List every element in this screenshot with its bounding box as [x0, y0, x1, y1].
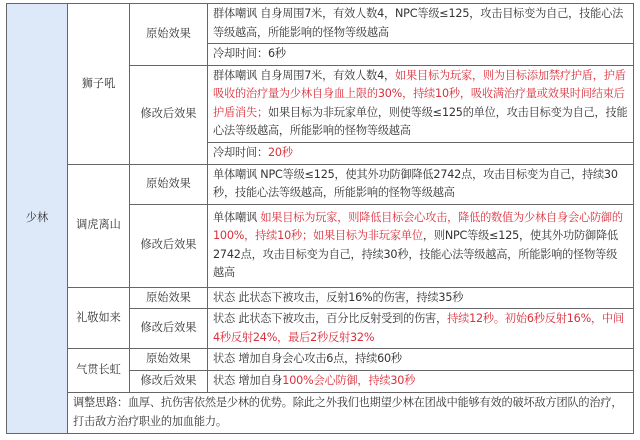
type-label: 修改后效果 [130, 65, 208, 164]
cooldown: 冷却时间：6秒 [208, 44, 634, 66]
text-segment: 状态 增加自身会心攻击6点，持续60秒 [213, 352, 402, 365]
text-segment: 群体嘲讽 自身周围7米，有效人数4， [213, 68, 396, 82]
type-label: 原始效果 [130, 4, 208, 66]
effect-text [208, 204, 634, 287]
type-label: 修改后效果 [130, 309, 208, 349]
text-segment: 如果目标为非玩家单位，则使等级≤125的单位，攻击目标变为自己，技能心法等级越高，所能影响的怪物等级越高 [213, 105, 628, 137]
effect-text [208, 164, 634, 204]
type-label: 修改后效果 [130, 370, 208, 392]
type-label: 修改后效果 [130, 204, 208, 287]
effect-text [208, 65, 634, 142]
skill-name: 调虎离山 [68, 164, 130, 287]
type-label: 原始效果 [130, 349, 208, 371]
cooldown: 冷却时间：20秒 [208, 142, 634, 164]
section-name: 少林 [7, 4, 68, 434]
effect-text [208, 287, 634, 309]
effect-text [208, 370, 634, 392]
effect-text [208, 4, 634, 44]
type-label: 原始效果 [130, 164, 208, 204]
text-segment: 单体嘲讽 NPC等级≤125，使其外功防御降低2742点，攻击目标变为自己，持续30秒，技能心法等级越高，所能影响的怪物等级越高 [213, 167, 618, 199]
skill-name: 狮子吼 [68, 4, 130, 165]
adjustment-note: 调整思路：血厚、抗伤害依然是少林的优势。除此之外我们也期望少林在团战中能够有效的破坏敌方团队的治疗，打击敌方治疗职业的加血能力。 [68, 392, 634, 433]
changed-text: 如果目标为玩家，则降低目标会心攻击，降低的数值为少林自身会心防御的100%，持续10秒；如果目标为非玩家单位 [213, 210, 623, 242]
text-segment: 群体嘲讽 自身周围7米，有效人数4，NPC等级≤125，攻击目标变为自己，技能心法等级越高，所能影响的怪物等级越高 [213, 7, 624, 39]
text-segment: 状态 增加自身 [213, 373, 283, 387]
effect-text [208, 349, 634, 371]
skill-change-table [6, 3, 634, 434]
text-segment: ，则NPC等级≤125，使其外功防御降低2742点，攻击目标变为自己，持续30秒，技能心法等级越高，所能影响的怪物等级越高 [213, 229, 618, 279]
changed-text: 如果目标为玩家，则为目标添加禁疗护盾，护盾吸收的治疗量为少林自身血上限的30%，持续10秒，吸收满治疗量或效果时间结束后护盾消失； [213, 68, 626, 119]
effect-text [208, 309, 634, 349]
changed-text: 持续12秒。初始6秒反射16%，中间4秒反射24%，最后2秒反射32% [213, 312, 624, 344]
changed-text: 100%会心防御，持续30秒 [282, 373, 416, 387]
type-label: 原始效果 [130, 287, 208, 309]
text-segment: 状态 此状态下被攻击，反射16%的伤害，持续35秒 [213, 290, 464, 304]
skill-name: 气贯长虹 [68, 349, 130, 393]
text-segment: 状态 此状态下被攻击，百分比反射受到的伤害， [213, 312, 448, 325]
skill-name: 礼敬如来 [68, 287, 130, 349]
text-segment: 单体嘲讽 [213, 210, 261, 224]
